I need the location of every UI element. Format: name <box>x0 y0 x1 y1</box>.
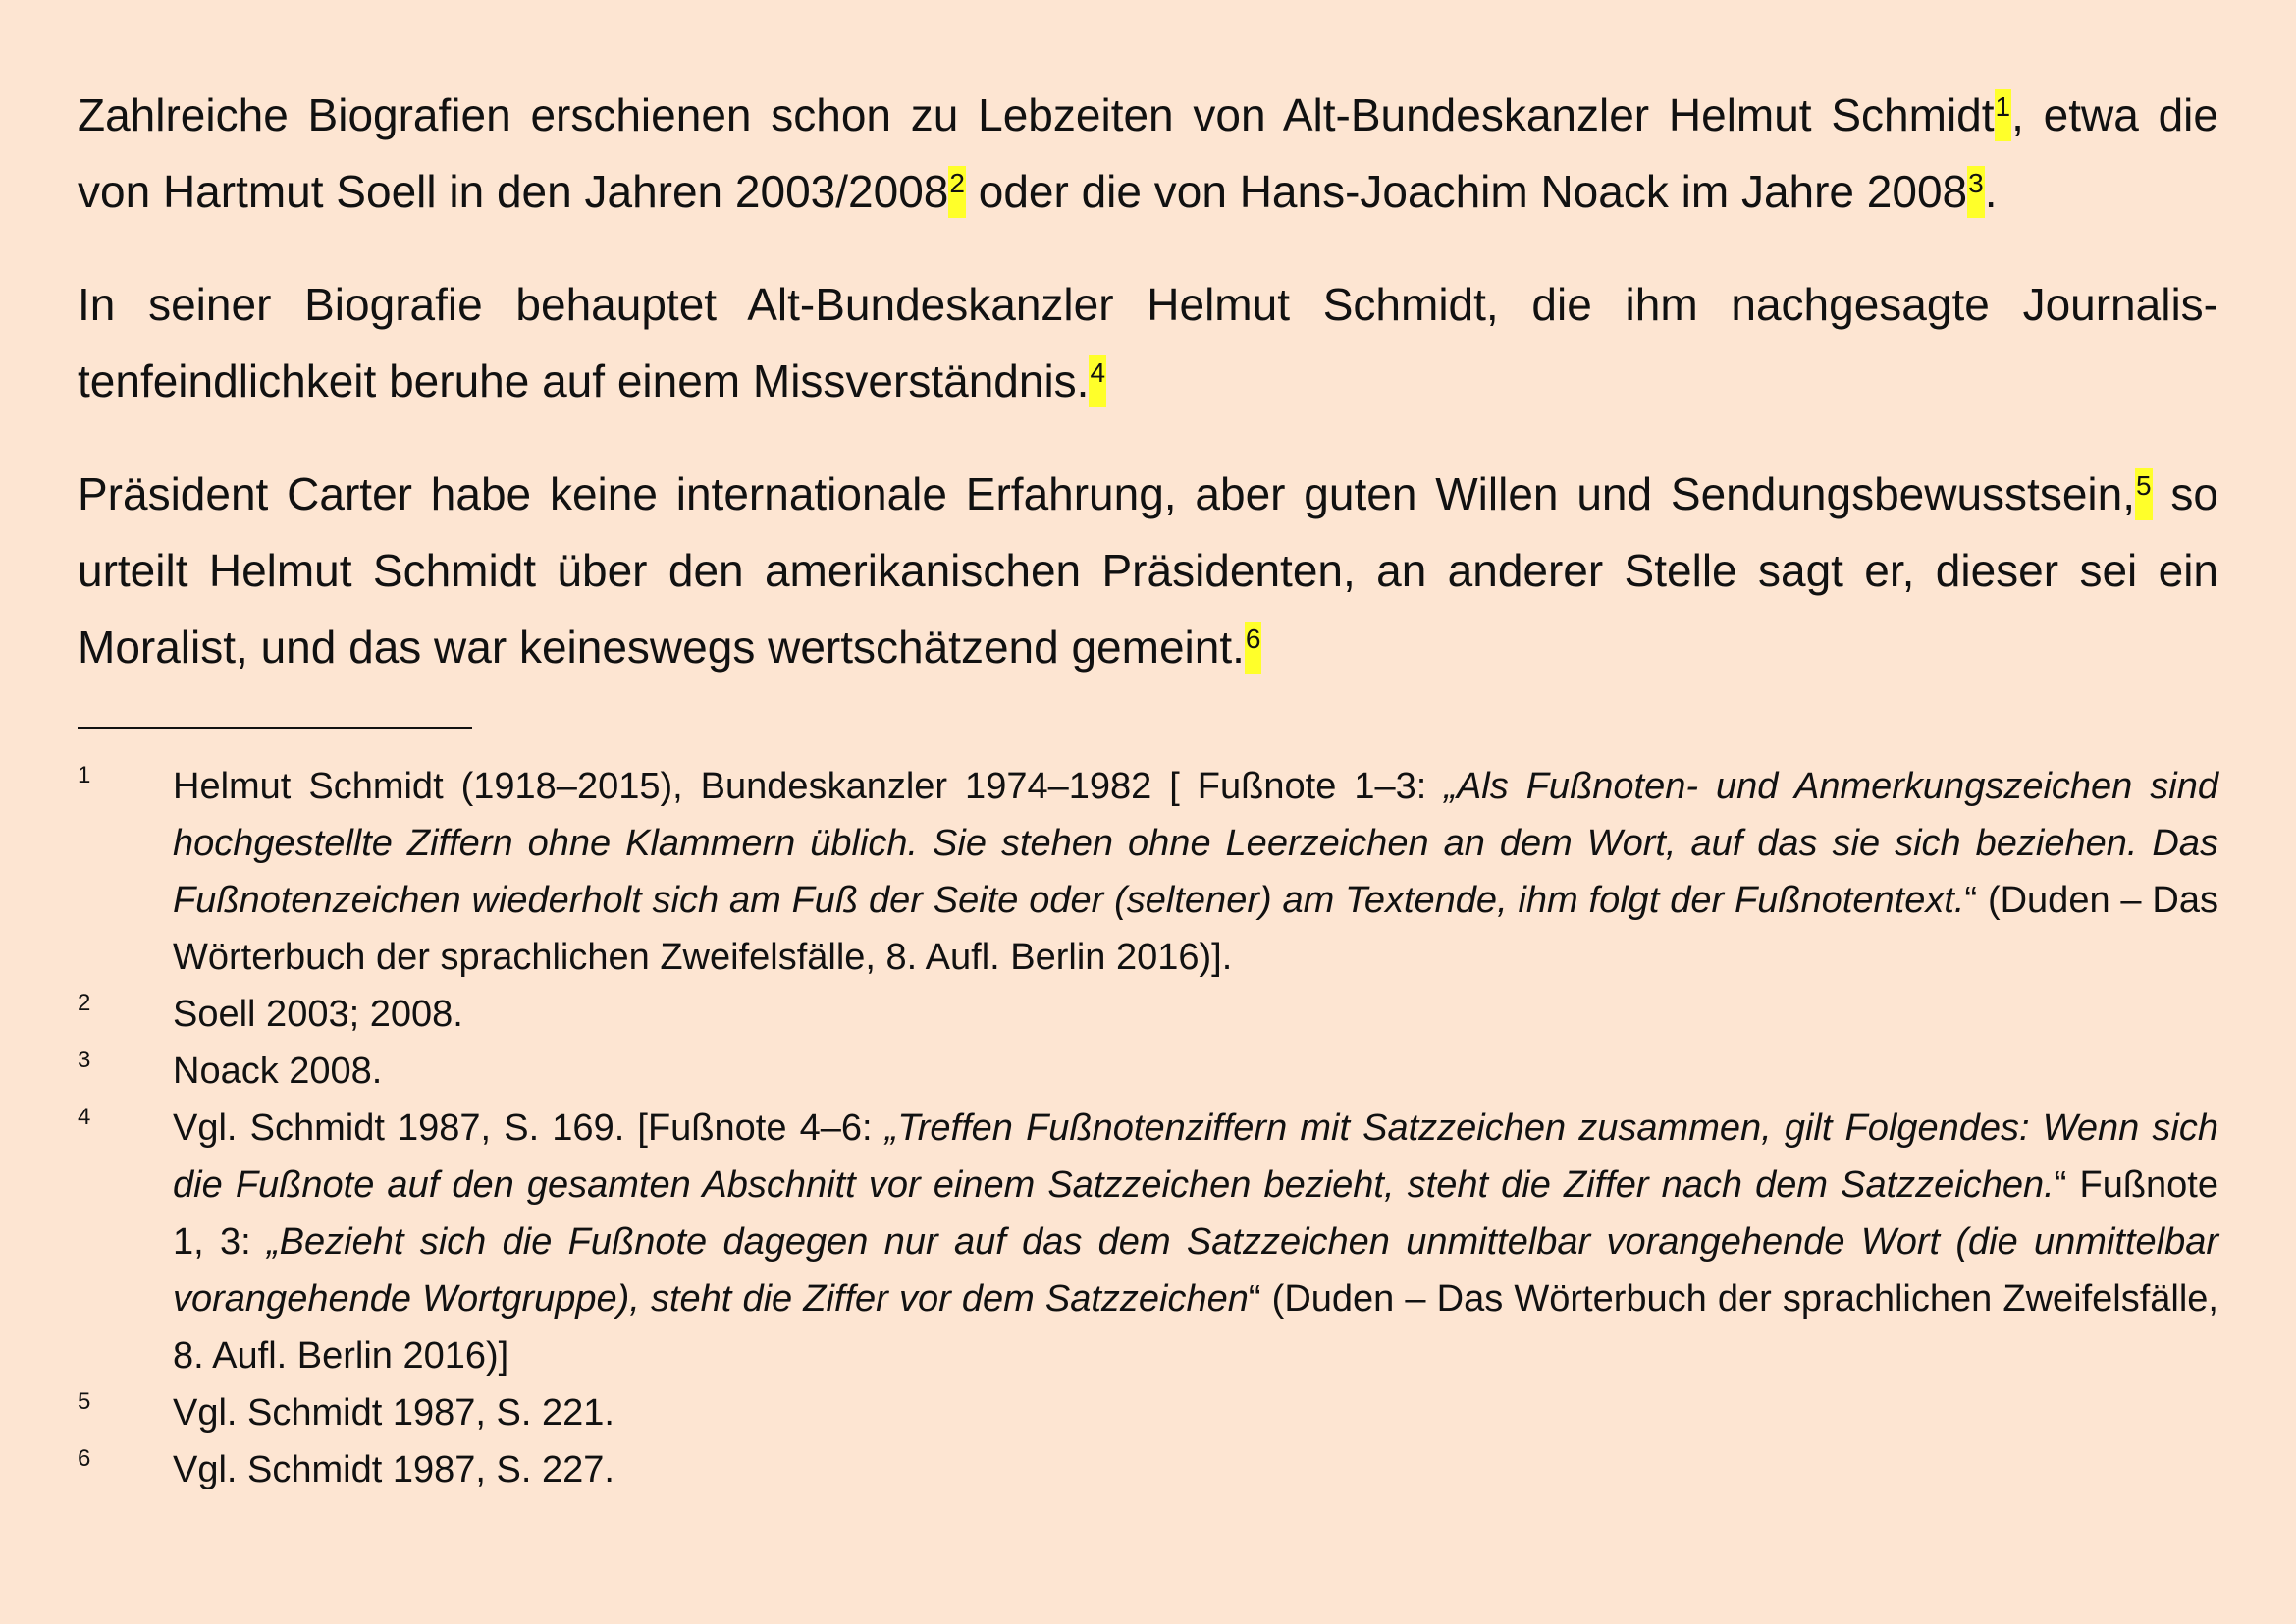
footnote-text-part: “ Fußnote 1, 3: <box>173 1164 2218 1263</box>
footnote-text-part: Vgl. Schmidt 1987, S. 169. [Fußnote 4–6: <box>173 1108 885 1149</box>
footnote-text: Vgl. Schmidt 1987, S. 221. <box>173 1392 614 1434</box>
footnote-marker-5[interactable]: 5 <box>2135 468 2153 520</box>
footnote-4 <box>78 1100 2218 1384</box>
footnote-separator <box>78 727 472 729</box>
footnote-marker-1[interactable]: 1 <box>1995 89 2012 141</box>
footnote-marker-4[interactable]: 4 <box>1089 355 1106 407</box>
footnote-list <box>78 758 2218 1498</box>
paragraph-biographies <box>78 77 2218 230</box>
footnote-text-part: “ (Duden – Das Wörterbuch der sprachlichen Zweifelsfälle, 8. Aufl. Berlin 2016)] <box>173 1278 2218 1377</box>
footnote-number: 5 <box>78 1388 91 1415</box>
footnote-text: Vgl. Schmidt 1987, S. 227. <box>173 1449 614 1490</box>
footnote-3 <box>78 1043 2218 1100</box>
footnote-text: Soell 2003; 2008. <box>173 994 463 1035</box>
footnote-number: 2 <box>78 990 91 1016</box>
paragraph-carter <box>78 456 2218 685</box>
footnote-quote: „Treffen Fußnotenziffern mit Satzzeichen zusammen, gilt Folgendes: Wenn sich die Fußnote auf den gesamten Abschnitt vor einem Satzzeichen bezieht, steht die Ziffer nach dem Satzzeichen. <box>173 1108 2218 1206</box>
paragraph-text: In seiner Biografie behauptet Alt-Bundeskanzler Helmut Schmidt, die ihm nachgesagte Journalistenfeindlichkeit beruhe auf einem Missverständnis. <box>78 279 2218 406</box>
paragraph-text: Präsident Carter habe keine internationale Erfahrung, aber guten Willen und Sendungsbewusstsein, <box>78 468 2135 519</box>
paragraph-text: Zahlreiche Biografien erschienen schon zu Lebzeiten von Alt-Bundeskanzler Helmut Schmidt <box>78 89 1995 140</box>
footnote-text-part: Helmut Schmidt (1918–2015), Bundeskanzler 1974–1982 [ Fußnote 1–3: <box>173 766 1445 807</box>
footnote-1 <box>78 758 2218 986</box>
footnote-marker-2[interactable]: 2 <box>948 166 966 218</box>
footnote-number: 1 <box>78 762 91 788</box>
footnote-marker-3[interactable]: 3 <box>1967 166 1985 218</box>
footnote-text-part: “ (Duden – Das Wörterbuch der sprachlichen Zweifelsfälle, 8. Aufl. Berlin 2016)]. <box>173 880 2218 978</box>
footnote-text: Noack 2008. <box>173 1051 383 1092</box>
footnote-quote: „Bezieht sich die Fußnote dagegen nur auf das dem Satzzeichen unmittelbar vorangehende Wort (die unmittelbar vorangehende Wortgruppe), steht die Ziffer vor dem Satzzeichen <box>173 1221 2219 1320</box>
footnote-text <box>173 758 2218 986</box>
paragraph-text: , etwa die von Hartmut Soell in den Jahren 2003/2008 <box>78 89 2218 217</box>
footnote-5 <box>78 1384 2218 1441</box>
footnote-text <box>173 1100 2218 1384</box>
paragraph-text: . <box>1984 166 1998 217</box>
paragraph-text: so urteilt Helmut Schmidt über den amerikanischen Präsidenten, an anderer Stelle sagt er, dieser sei ein Moralist, und das war keineswegs wertschätzend gemeint. <box>78 468 2218 673</box>
footnote-number: 6 <box>78 1445 91 1472</box>
footnote-number: 3 <box>78 1047 91 1073</box>
footnote-6 <box>78 1441 2218 1498</box>
paragraph-journalists <box>78 266 2218 419</box>
footnote-marker-6[interactable]: 6 <box>1245 622 1262 674</box>
footnote-number: 4 <box>78 1104 91 1130</box>
paragraph-text: oder die von Hans-Joachim Noack im Jahre 2008 <box>965 166 1968 217</box>
footnote-quote: „Als Fußnoten- und Anmerkungszeichen sind hochgestellte Ziffern ohne Klammern üblich. Sie stehen ohne Leerzeichen an dem Wort, auf das sie sich beziehen. Das Fußnotenzeichen wiederholt sich am Fuß der Seite oder (seltener) am Textende, ihm folgt der Fußnotentext. <box>173 766 2219 921</box>
footnote-2 <box>78 986 2218 1043</box>
